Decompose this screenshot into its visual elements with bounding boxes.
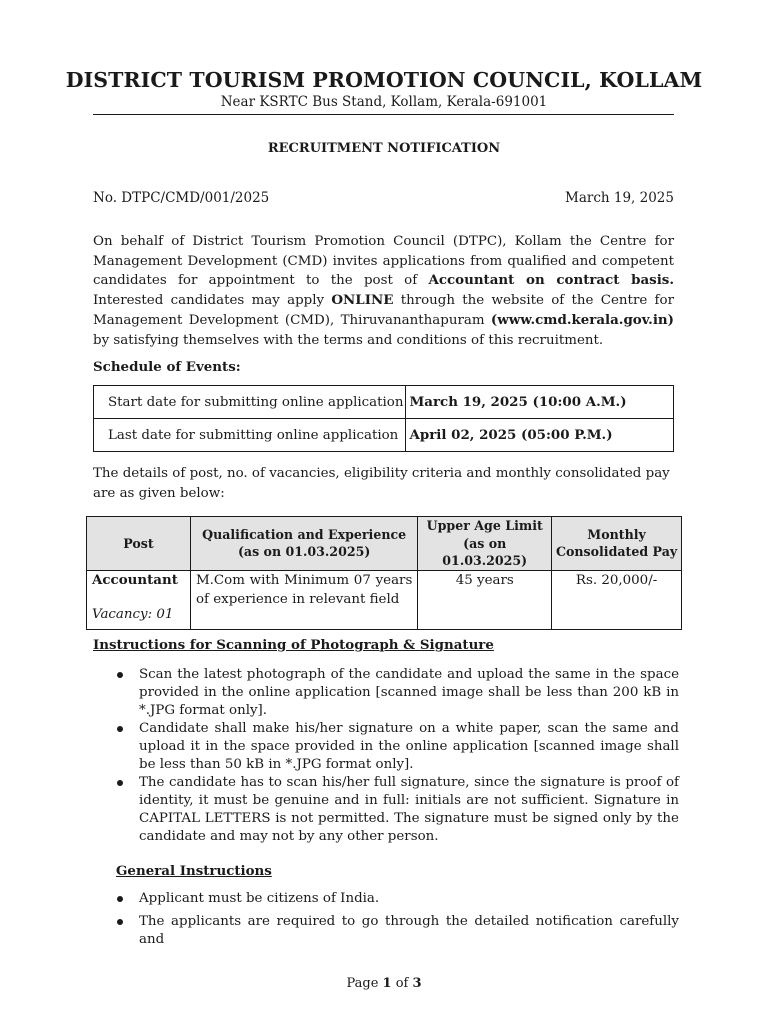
intro-text-1: On behalf of District Tourism Promotion Council (DTPC), Kollam the Centre for Management Development (CMD) invites applications from qualified and competent candidates for appointment to the post of [93, 234, 674, 289]
list-item: Applicant must be citizens of India. [93, 890, 679, 908]
header-pay-line1: Monthly [587, 526, 646, 542]
list-item: The candidate has to scan his/her full signature, since the signature is proof of identity, it must be genuine and in full: initials are not sufficient. Signature in CAPITAL LETTERS is not permitted. The signature must be signed only by the candidate and may not by any other person. [93, 774, 679, 846]
website-link[interactable]: (www.cmd.kerala.gov.in) [490, 311, 674, 328]
notice-title: RECRUITMENT NOTIFICATION [267, 141, 501, 156]
header-qualification-line2: (as on 01.03.2025) [237, 544, 371, 560]
cell-age: 45 years [418, 570, 552, 629]
general-list [93, 890, 679, 949]
table-row [94, 419, 674, 452]
schedule-label: Last date for submitting online application [94, 419, 406, 452]
of-word: of [395, 976, 409, 991]
cell-pay: Rs. 20,000/- [552, 570, 682, 629]
cell-post [87, 570, 191, 629]
table-header-row [87, 517, 682, 571]
details-paragraph: The details of post, no. of vacancies, eligibility criteria and monthly consolidated pay are as given below: [93, 466, 670, 501]
organization-title: DISTRICT TOURISM PROMOTION COUNCIL, KOLLAM [65, 68, 703, 92]
notice-date: March 19, 2025 [565, 190, 674, 206]
intro-text-2: Interested candidates may apply [93, 293, 332, 309]
header-qualification [190, 517, 417, 571]
header-age-line2: (as on 01.03.2025) [442, 535, 528, 568]
total-pages: 3 [412, 976, 422, 991]
post-name-bold: Accountant on contract basis. [428, 272, 674, 289]
list-item: Scan the latest photograph of the candidate and upload the same in the space provided in the online application [scanned image shall be less than 200 kB in *.JPG format only]. [93, 666, 679, 720]
scanning-list [93, 666, 679, 846]
intro-paragraph [93, 232, 674, 350]
schedule-value: April 02, 2025 (05:00 P.M.) [406, 419, 674, 452]
general-heading: General Instructions [116, 863, 272, 879]
header-age [418, 517, 552, 571]
header-post: Post [87, 517, 191, 571]
page-word: Page [346, 976, 379, 991]
cell-qualification: M.Com with Minimum 07 years of experience in relevant field [190, 570, 417, 629]
intro-text-4: by satisfying themselves with the terms and conditions of this recruitment. [93, 332, 604, 348]
scanning-heading: Instructions for Scanning of Photograph & Signature [93, 637, 494, 653]
organization-address: Near KSRTC Bus Stand, Kollam, Kerala-691001 [220, 94, 548, 110]
post-name: Accountant [92, 571, 178, 588]
online-bold: ONLINE [331, 292, 394, 309]
schedule-table [93, 385, 674, 452]
page-number [0, 976, 768, 991]
intro-text-3: through the website of the Centre for Management Development (CMD), Thiruvananthapuram [93, 293, 674, 328]
header-divider [93, 114, 674, 115]
schedule-heading: Schedule of Events: [93, 359, 241, 375]
header-pay [552, 517, 682, 571]
header-age-line1: Upper Age Limit [426, 518, 543, 533]
header-pay-line2: Consolidated Pay [555, 544, 678, 560]
vacancy-count: Vacancy: 01 [92, 606, 174, 622]
reference-number: No. DTPC/CMD/001/2025 [93, 190, 270, 206]
header-qualification-line1: Qualification and Experience [202, 526, 407, 542]
list-item: Candidate shall make his/her signature on a white paper, scan the same and upload it in the space provided in the online application [scanned image shall be less than 50 kB in *.JPG format only]. [93, 720, 679, 774]
table-row [94, 386, 674, 419]
current-page: 1 [382, 976, 392, 991]
list-item: The applicants are required to go through the detailed notification carefully and [93, 913, 679, 949]
table-row [87, 570, 682, 629]
schedule-value: March 19, 2025 (10:00 A.M.) [406, 386, 674, 419]
schedule-label: Start date for submitting online application [94, 386, 406, 419]
posts-table [86, 516, 682, 630]
